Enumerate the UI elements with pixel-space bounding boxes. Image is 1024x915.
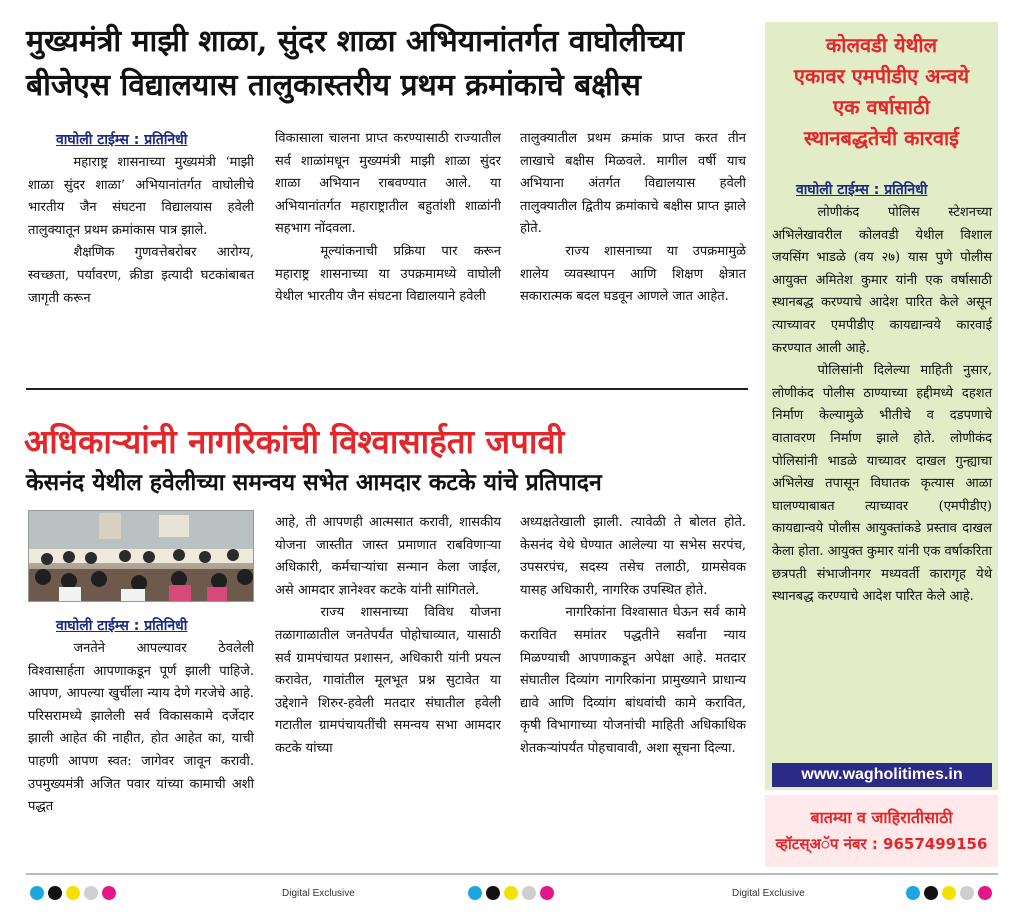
swatch-grey	[84, 886, 98, 900]
article2-byline: वाघोली टाईम्स : प्रतिनिधी	[56, 618, 188, 634]
swatch-magenta	[540, 886, 554, 900]
meeting-photo	[28, 510, 254, 602]
color-swatches-right	[906, 886, 992, 900]
color-swatches-left	[30, 886, 116, 900]
article2-col3-para: नागरिकांना विश्वासात घेऊन सर्व कामे करावित समांतर पद्धतीने सर्वांना न्याय मिळण्याची आपणाकडून अपेक्षा आहे. मतदार संघातील दिव्यांग नागरिकांना प्रामुख्याने प्राधान्य द्यावे आणि दिव्यांग बांधवांची कामे करावित, कृषी विभागाच्या योजनांची माहिती अधिकाधिक शेतकऱ्यांपर्यंत पोहचावावी, अशा सूचना दिल्या.	[520, 605, 746, 756]
swatch-black	[48, 886, 62, 900]
sidebar-headline-line: स्थानबद्धतेची कारवाई	[804, 126, 959, 150]
article1-col1-para: शैक्षणिक गुणवत्तेबरोबर आरोग्य, स्वच्छता, पर्यावरण, क्रीडा इत्यादी घटकांबाबत जागृती करून	[28, 245, 254, 306]
article1-col2-para: मूल्यांकनाची प्रक्रिया पार करून महाराष्ट्र शासनाच्या या उपक्रमामध्ये वाघोली येथील भारतीय जैन संघटना विद्यालयाने हवेली	[275, 243, 501, 305]
footer-label-right: Digital Exclusive	[732, 888, 805, 899]
swatch-cyan	[468, 886, 482, 900]
sidebar-para: लोणीकंद पोलिस स्टेशनच्या अभिलेखावरील कोलवडी येथील विशाल जयसिंग भाडळे (वय २७) यास पुणे पोलीस आयुक्त अमितेश कुमार यांनी एक वर्षासाठी स्थानबद्ध करण्याचे आदेश पारित केले असून त्याच्यावर एमपीडीए कायद्यान्वये कारवाई करण्यात आली आहे.	[772, 205, 992, 356]
website-url[interactable]: www.wagholitimes.in	[772, 763, 992, 787]
swatch-yellow	[942, 886, 956, 900]
swatch-yellow	[504, 886, 518, 900]
section-divider	[26, 388, 748, 390]
swatch-magenta	[978, 886, 992, 900]
swatch-cyan	[30, 886, 44, 900]
swatch-yellow	[66, 886, 80, 900]
meeting-photo-illustration	[29, 511, 254, 602]
article2-column-3	[520, 512, 746, 761]
color-swatches-center	[468, 886, 554, 900]
article1-col1-para: महाराष्ट्र शासनाच्या मुख्यमंत्री ‘माझी शाळा सुंदर शाळा’ अभियानांतर्गत वाघोलीचे भारतीय जैन संघटना विद्यालयास हवेली तालुक्यातून प्रथम क्रमांकास पात्र झाले.	[28, 155, 254, 238]
swatch-black	[486, 886, 500, 900]
sidebar-headline-line: एकावर एमपीडीए अन्वये	[793, 64, 970, 88]
article2-headline: अधिकाऱ्यांनी नागरिकांची विश्वासार्हता जपावी	[24, 422, 565, 461]
article2-column-1	[28, 638, 254, 819]
article1-col3-para: तालुक्यातील प्रथम क्रमांक प्राप्त करत तीन लाखाचे बक्षीस मिळवले. मागील वर्षी याच अभियाना अंतर्गत विद्यालयास हवेली तालुक्यातील द्वितीय क्रमांकाचे बक्षीस प्राप्त झाले होते.	[520, 131, 746, 237]
sidebar-byline: वाघोली टाईम्स : प्रतिनिधी	[796, 182, 928, 198]
swatch-black	[924, 886, 938, 900]
sidebar-headline-line: कोलवडी येथील	[825, 33, 938, 57]
swatch-magenta	[102, 886, 116, 900]
swatch-grey	[522, 886, 536, 900]
article2-subhead: केसनंद येथील हवेलीच्या समन्वय सभेत आमदार कटके यांचे प्रतिपादन	[26, 469, 602, 496]
swatch-grey	[960, 886, 974, 900]
article1-col2-para: विकासाला चालना प्राप्त करण्यासाठी राज्यातील सर्व शाळांमधून मुख्यमंत्री माझी शाळा सुंदर शाळा अभियान राबवण्यात आले. या अभियानांतर्गत महाराष्ट्रातील बहुतांशी शाळांनी सहभाग नोंदवला.	[275, 131, 501, 237]
footer-label-left: Digital Exclusive	[282, 888, 355, 899]
article1-column-1	[28, 152, 254, 310]
article2-col2-para: आहे, ती आपणही आत्मसात करावी, शासकीय योजना जास्तीत जास्त प्रमाणात राबविणाऱ्या अधिकारी, कर्मचाऱ्यांचा सन्मान केला जाईल, असे आमदार ज्ञानेश्वर कटके यांनी सांगितले.	[275, 515, 501, 598]
footer-rule	[26, 873, 998, 875]
article1-headline-line1: मुख्यमंत्री माझी शाळा, सुंदर शाळा अभियानांतर्गत वाघोलीच्या	[26, 24, 684, 59]
article1-headline-line2: बीजेएस विद्यालयास तालुकास्तरीय प्रथम क्रमांकाचे बक्षीस	[26, 68, 641, 103]
article1-headline	[26, 20, 746, 108]
sidebar-body	[772, 202, 992, 609]
contact-heading: बातम्या व जाहिरातीसाठी	[810, 808, 953, 827]
sidebar-para: पोलिसांनी दिलेल्या माहिती नुसार, लोणीकंद पोलीस ठाण्याच्या हद्दीमध्ये दहशत निर्माण केल्यामुळे भीतीचे व दडपणाचे वातावरण निर्माण झाले होते. लोणीकंद पोलिसांनी भाडळे याच्यावर दाखल गुन्ह्याचा अभिलेख तपासून विघातक कृत्यास आळा घालण्याबाबत त्याच्यावर (एमपीडीए) कायद्यान्वये पोलीस आयुक्तांकडे प्रस्ताव दाखल केला होता. आयुक्त कुमार यांनी एक वर्षाकरिता छत्रपती संभाजीनगर मध्यवर्ती कारागृह येथे स्थानबद्ध करण्याचे आदेश पारित केले आहे.	[772, 363, 993, 605]
whatsapp-number: व्हॉटस्‌अॅप नंबर : 9657499156	[775, 835, 988, 853]
article1-column-2	[275, 128, 501, 309]
article2-col1-para: जनतेने आपल्यावर ठेवलेली विश्वासार्हता आपणाकडून पूर्ण झाली पाहिजे. आपण, आपल्या खुर्चीला न्याय देणे गरजेचे आहे. परिसरामध्ये झालेली सर्व विकासकामे दर्जेदार झाली आहेत की नाहीत, होत आहेत का, याची पाहणी आपण स्वत: जागेवर जावून करावी. उपमुख्यमंत्री अजित पवार यांच्या कामाची अशी पद्धत	[28, 641, 254, 815]
article2-col3-para: अध्यक्षतेखाली झाली. त्यावेळी ते बोलत होते. केसनंद येथे घेण्यात आलेल्या या सभेस सरपंच, उपसरपंच, सदस्य तसेच तलाठी, ग्रामसेवक यासह अधिकारी, नागरिक उपस्थित होते.	[520, 515, 746, 598]
article2-col2-para: राज्य शासनाच्या विविध योजना तळागाळातील जनतेपर्यंत पोहोचाव्यात, यासाठी सर्व ग्रामपंचायत प्रशासन, अधिकारी यांनी प्रयत्न करावेत, गावांतील मूलभूत प्रश्न सुटावेत या उद्देशाने शिरुर-हवेली मतदार संघातील हवेली गटातील ग्रामपंचायतींची समन्वय सभा आमदार कटके यांच्या	[275, 605, 501, 756]
sidebar-headline-line: एक वर्षासाठी	[833, 95, 930, 119]
article2-column-2	[275, 512, 501, 761]
sidebar-headline	[765, 30, 998, 154]
article1-byline: वाघोली टाईम्स : प्रतिनिधी	[56, 132, 188, 148]
swatch-cyan	[906, 886, 920, 900]
article1-col3-para: राज्य शासनाच्या या उपक्रमामुळे शालेय व्यवस्थापन आणि शिक्षण क्षेत्रात सकारात्मक बदल घडवून आणले जात आहेत.	[520, 243, 746, 305]
article1-column-3	[520, 128, 746, 309]
